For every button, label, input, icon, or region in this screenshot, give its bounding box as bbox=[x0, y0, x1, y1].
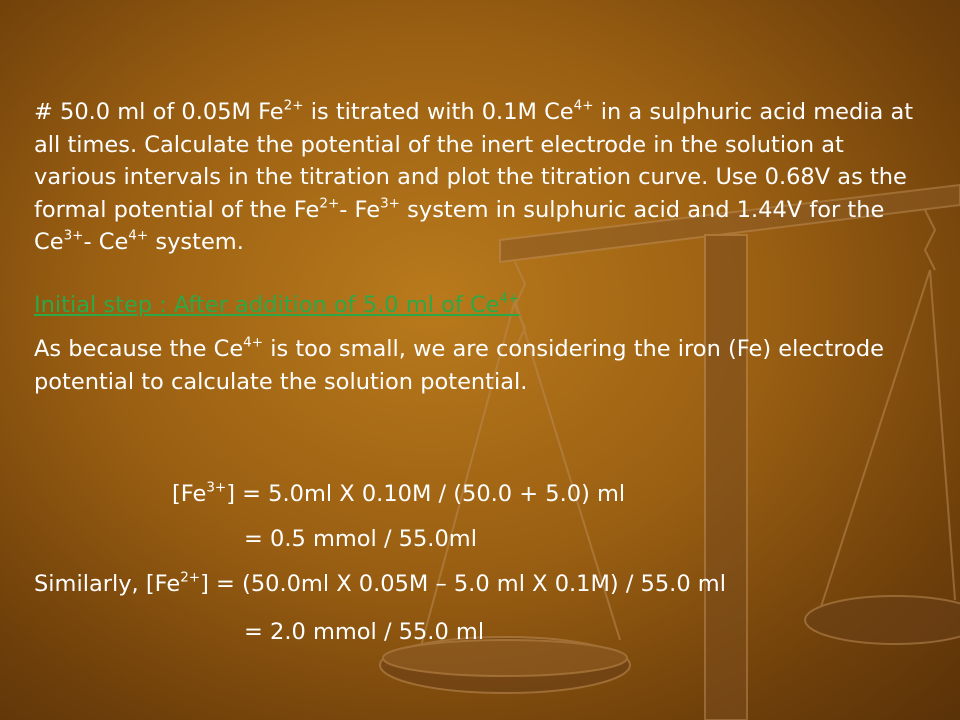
equation-fe2-result bbox=[244, 616, 484, 648]
eq3-text-a: Similarly, [Fe bbox=[34, 571, 181, 597]
problem-statement bbox=[34, 96, 914, 259]
heading-text: Initial step : After addition of 5.0 ml of Ce bbox=[34, 291, 500, 318]
eq4-text: = 2.0 mmol / 55.0 ml bbox=[244, 619, 485, 645]
eq3-text-b: ] = (50.0ml X 0.05M – 5.0 ml X 0.1M) / 55.0 ml bbox=[200, 571, 726, 597]
problem-text-3: in a sulphuric acid media at all times. Calculate the potential of the inert electrode in the solution at various intervals in the titration and plot the titration curve. Use 0.68V as the formal potential of the Fe bbox=[34, 99, 914, 223]
problem-text-5: system in sulphuric acid and 1.44V for the Ce bbox=[34, 196, 885, 255]
superscript-fe3: 3+ bbox=[380, 195, 400, 212]
eq1-text-b: ] = 5.0ml X 0.10M / (50.0 + 5.0) ml bbox=[226, 481, 626, 507]
problem-text-4: - Fe bbox=[339, 196, 381, 223]
superscript-ce4-b: 4+ bbox=[128, 227, 149, 244]
eq1-superscript: 3+ bbox=[206, 479, 227, 496]
explanation-superscript: 4+ bbox=[243, 334, 264, 351]
eq1-text-a: [Fe bbox=[172, 481, 207, 507]
heading-superscript: 4+ bbox=[499, 290, 520, 307]
explanation-text-2: is too small, we are considering the iron (Fe) electrode potential to calculate the solution potential. bbox=[34, 336, 885, 395]
superscript-fe2: 2+ bbox=[283, 97, 304, 114]
equation-fe2-concentration bbox=[34, 568, 726, 600]
eq2-text: = 0.5 mmol / 55.0ml bbox=[244, 526, 477, 552]
problem-text-2: is titrated with 0.1M Ce bbox=[303, 99, 574, 125]
problem-text-7: system. bbox=[148, 229, 244, 255]
problem-text-6: - Ce bbox=[83, 229, 129, 255]
superscript-fe2-b: 2+ bbox=[319, 195, 340, 212]
section-heading bbox=[34, 289, 914, 322]
explanation-text-1: As because the Ce bbox=[34, 336, 244, 362]
slide-content bbox=[34, 96, 914, 398]
equation-fe3-result bbox=[244, 523, 477, 555]
problem-text-1: # 50.0 ml of 0.05M Fe bbox=[34, 99, 284, 125]
superscript-ce3: 3+ bbox=[63, 227, 84, 244]
equation-fe3-concentration bbox=[172, 478, 625, 510]
superscript-ce4: 4+ bbox=[573, 97, 594, 114]
explanation-paragraph bbox=[34, 333, 914, 398]
eq3-superscript: 2+ bbox=[180, 569, 201, 586]
